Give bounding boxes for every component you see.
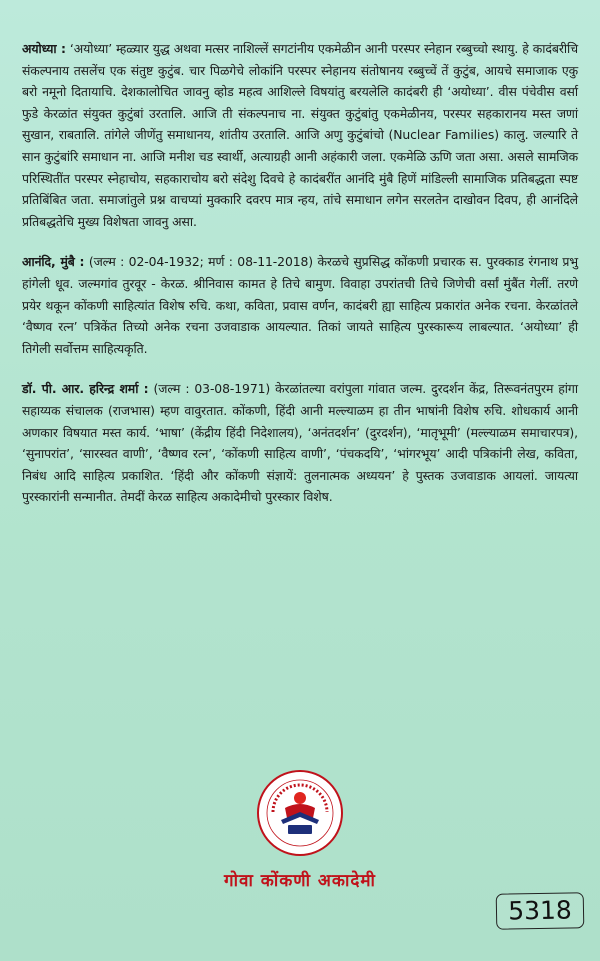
paragraph-lead: अयोध्या :	[22, 41, 66, 56]
paragraph-lead: आनंदि, मुंबै :	[22, 254, 85, 270]
paragraph-body: (जल्म : 03-08-1971) केरळांतल्या वरांपुला गांवात जल्म. दुरदर्शन केंद्र, तिरूवनंतपुरम हांगा सहाय्यक संचालक (राजभास) म्हण वावुरतात. कोंकणी, हिंदी आनी मल्ल्याळम हा तीन भाषांनी विशेष रुचि. शोधकार्य आनी अणकार विषयात मस्त कार्य. ‘भाषा’ (केंद्रीय हिंदी निदेशालय), ‘अनंतदर्शन’ (दुरदर्शन), ‘मातृभूमी’ (मल्ल्याळम समाचारपत्र), ‘सुनापरांत’, ‘सारस्वत वाणी’, ‘वैष्णव रत्न’, ‘कोंकणी साहित्य वाणी’, ‘पंचकदयि’, ‘भांगरभूय’ आदी पत्रिकांनी लेख, कविता, निबंध आदि साहित्य प्रकाशित. ‘हिंदी और कोंकणी संज्ञायें: तुलनात्मक अध्ययन’ हे पुस्तक उजवाडाक आयलां. जायत्या पुरस्कारांनी सन्मानीत. तेमदीं केरळ साहित्य अकादेमीचो पुरस्कार विशेष.	[22, 381, 578, 505]
paragraph-lead: डॉ. पी. आर. हरिन्द्र शर्मा :	[22, 381, 149, 397]
blurb-text	[22, 38, 578, 527]
stamp-number: 5318	[496, 892, 585, 930]
paragraph-author-bio	[22, 251, 578, 359]
paragraph-body: (जल्म : 02-04-1932; मर्ण : 08-11-2018) केरळचे सुप्रसिद्ध कोंकणी प्रचारक स. पुरक्काड रंगनाथ प्रभु हांगेली धूव. जल्मगांव तुरवूर - केरळ. श्रीनिवास कामत हे तिचे बामुण. विवाहा उपरांतची तिचे जिणेची वर्सां मुंबैंत गेलीं. तरणे प्रयेर थकून कोंकणी साहित्यांत विशेष रुचि. कथा, कविता, प्रवास वर्णन, कादंबरी ह्या साहित्य प्रकारांत अनेक रचना. केरळांतले ‘वैष्णव रत्न’ पत्रिकेंत तिच्यो अनेक रचना उजवाडाक आयल्यात. तिकां जायते साहित्य पुरस्कारूय लाबल्यात. ‘अयोध्या’ ही तिगेली सर्वोत्तम साहित्यकृति.	[22, 254, 578, 356]
paragraph-ayodhya	[22, 38, 578, 232]
akademi-logo-icon	[255, 768, 345, 858]
publisher-name: गोवा कोंकणी अकादेमी	[224, 871, 376, 891]
paragraph-body: ‘अयोध्या’ म्हळ्यार युद्ध अथवा मत्सर नाशिल्लें सगटांनीय एकमेळीन आनी परस्पर स्नेहान रब्बुच्चो स्थायु. हे कादंबरीचि संकल्पनाय तसलेंच एक संतुष्ट कुटुंब. चार पिळगेचे लोकांनि परस्पर स्नेहानय संतोषानय रब्बुच्चें तें कुटुंब, आयचे समाजाक एकु बरो नमूनो दितायाचि. देशकालोचित जावनु व्होड महत्व आशिल्ले विषयांतु बरयलेलि कादंबरी ही ‘अयोध्या’. वीस पंचेवीस वर्सा फुडे केरळांत संयुक्त कुटुंबां उरतालि. आजि ती संकल्पनाच ना. संयुक्त कुटुंबांतु एकमेळीनय, परस्पर सहकारानय मस्त जणां सुखान, राबतालि. तांगेले जीणेंतु समाधानय, शांतीय उरतालि. आजि अणु कुटुंबांचो (Nuclear Families) कालु. जल्यारि ते सान कुटुंबांरि समाधान ना. आजि मनीश चड स्वार्थी, अत्याग्रही आनी अहंकारी जला. एकमेळि ऊणि जता असा. असले सामजिक परिस्थितींत परस्पर स्नेहाचोय, सहकाराचोय बरो संदेशु दिवचे हे कादंबरींत आनंदि मुंबै हिणें मांडिल्ली सामाजिक प्रतिबद्धता स्पष्ट प्रतिबिंबित जता. समाजांतुले प्रश्न वाचप्यां मुक्कारि दवरप मात्र न्हय, तांचे समाधान लगेन सरलतेन दाखोवन दिवप, ही आनंदिले प्रतिबद्धतेचि मुख्य विशेषता जावनु असा.	[22, 41, 578, 229]
paragraph-translator-bio	[22, 378, 578, 508]
